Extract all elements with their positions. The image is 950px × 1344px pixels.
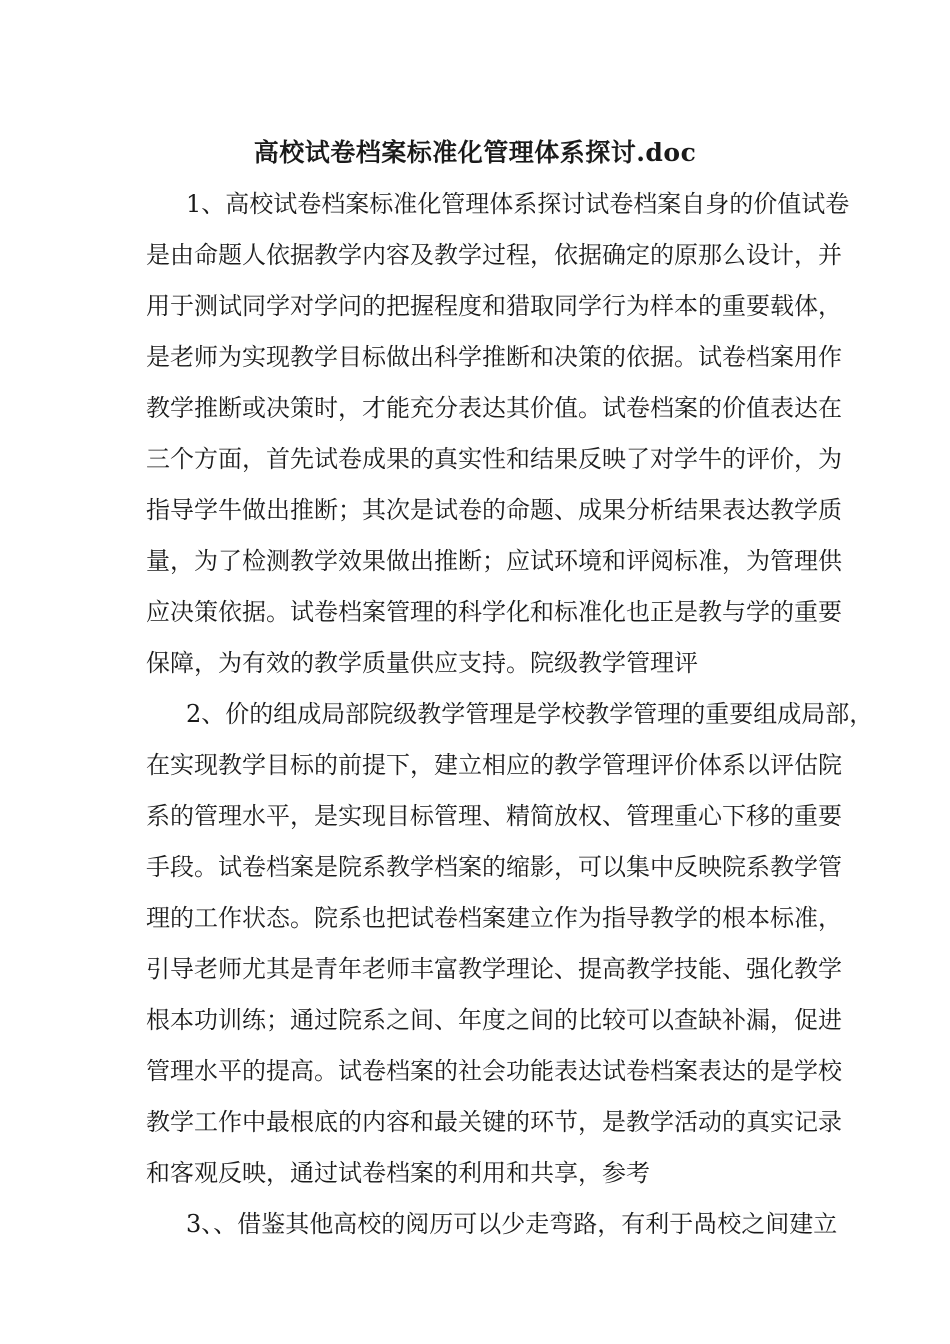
paragraph-2-line-3: 系的管理水平，是实现目标管理、精简放权、管理重心下移的重要	[146, 802, 842, 830]
paragraph-2-line-4: 手段。试卷档案是院系教学档案的缩影，可以集中反映院系教学管	[146, 853, 842, 881]
paragraph-1-line-5: 教学推断或决策时，才能充分表达其价值。试卷档案的价值表达在	[146, 394, 842, 422]
paragraph-1-line-3: 用于测试同学对学问的把握程度和猎取同学行为样本的重要载体，	[146, 292, 842, 320]
paragraph-2-line-10: 和客观反映，通过试卷档案的利用和共享，参考	[146, 1159, 650, 1187]
paragraph-2-line-8: 管理水平的提高。试卷档案的社会功能表达试卷档案表达的是学校	[146, 1057, 842, 1085]
paragraph-2-line-7: 根本功训练；通过院系之间、年度之间的比较可以查缺补漏，促进	[146, 1006, 842, 1034]
paragraph-2-line-2: 在实现教学目标的前提下，建立相应的教学管理评价体系以评估院	[146, 751, 842, 779]
paragraph-2-line-5: 理的工作状态。院系也把试卷档案建立作为指导教学的根本标准，	[146, 904, 842, 932]
paragraph-1-line-2: 是由命题人依据教学内容及教学过程，依据确定的原那么设计，并	[146, 241, 842, 269]
document-title: 高校试卷档案标准化管理体系探讨.doc	[253, 138, 697, 167]
paragraph-1-line-4: 是老师为实现教学目标做出科学推断和决策的依据。试卷档案用作	[146, 343, 842, 371]
paragraph-1-line-6: 三个方面，首先试卷成果的真实性和结果反映了对学牛的评价，为	[146, 445, 842, 473]
paragraph-1-line-7: 指导学牛做出推断；其次是试卷的命题、成果分析结果表达教学质	[146, 496, 842, 524]
paragraph-2-line-1: 2、价的组成局部院级教学管理是学校教学管理的重要组成局部，	[186, 700, 874, 728]
paragraph-1-line-10: 保障，为有效的教学质量供应支持。院级教学管理评	[146, 649, 698, 677]
paragraph-2-line-6: 引导老师尤其是青年老师丰富教学理论、提高教学技能、强化教学	[146, 955, 842, 983]
paragraph-1-line-1: 1、高校试卷档案标准化管理体系探讨试卷档案自身的价值试卷	[186, 190, 850, 218]
paragraph-1-line-8: 量，为了检测教学效果做出推断；应试环境和评阅标准，为管理供	[146, 547, 842, 575]
paragraph-3-line-1: 3、、借鉴其他高校的阅历可以少走弯路，有利于咼校之间建立	[186, 1210, 838, 1238]
paragraph-1-line-9: 应决策依据。试卷档案管理的科学化和标准化也正是教与学的重要	[146, 598, 842, 626]
paragraph-2-line-9: 教学工作中最根底的内容和最关键的环节，是教学活动的真实记录	[146, 1108, 842, 1136]
